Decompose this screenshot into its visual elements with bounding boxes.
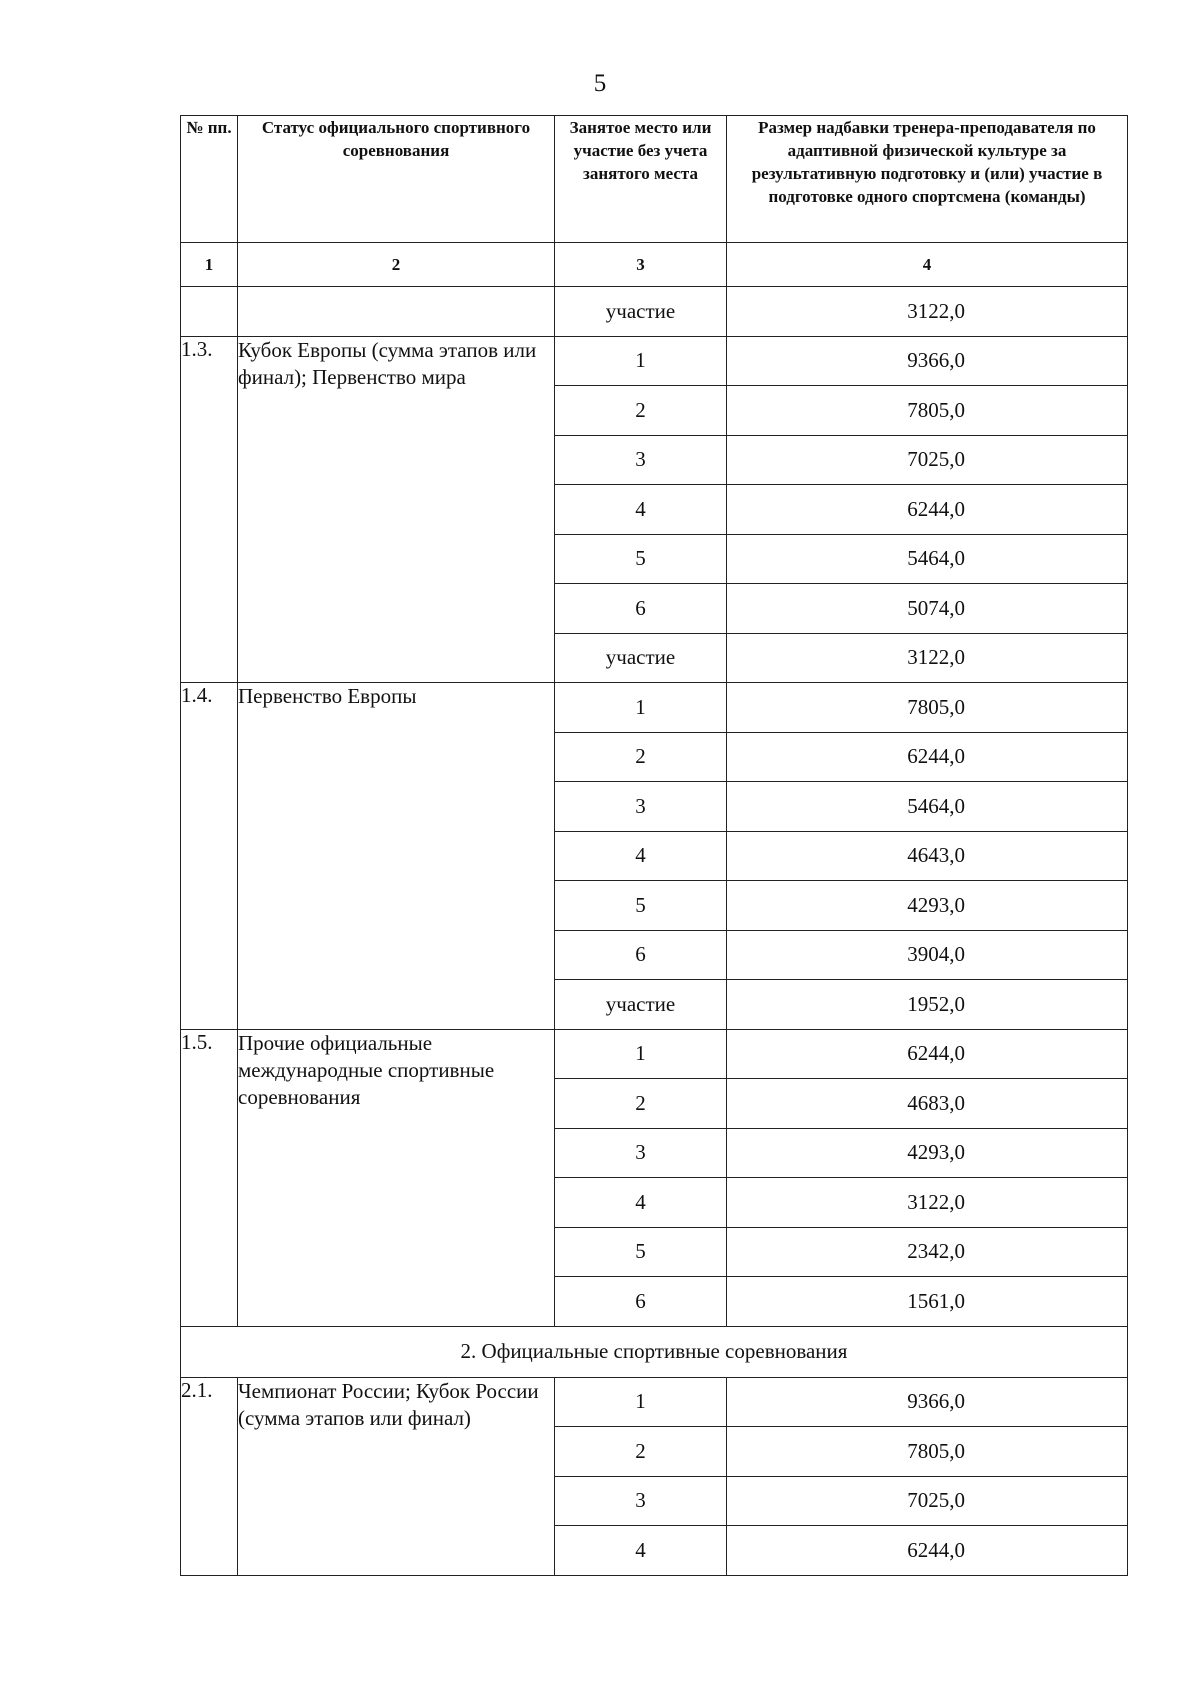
value-cell: 1561,0 (727, 1277, 1128, 1327)
column-number-row (181, 243, 1128, 287)
column-number: 3 (555, 243, 727, 287)
header-row (181, 116, 1128, 243)
value-cell: 7805,0 (727, 1427, 1128, 1477)
place-cell: участие (555, 633, 727, 683)
place-cell: 6 (555, 584, 727, 634)
allowance-table (180, 115, 1128, 1576)
section-heading: 2. Официальные спортивные соревнования (181, 1326, 1128, 1377)
section-number: 1.4. (181, 683, 238, 1030)
header-place: Занятое место или участие без учета занятого места (555, 116, 727, 243)
table-row (181, 683, 1128, 733)
header-number: № пп. (181, 116, 238, 243)
section-heading-row (181, 1326, 1128, 1377)
place-cell: 1 (555, 1029, 727, 1079)
place-cell: 3 (555, 435, 727, 485)
value-cell: 7025,0 (727, 1476, 1128, 1526)
value-cell: 6244,0 (727, 1526, 1128, 1576)
header-status: Статус официального спортивного соревнования (238, 116, 555, 243)
table-row (181, 1029, 1128, 1079)
empty-cell (238, 287, 555, 337)
place-cell: 6 (555, 1277, 727, 1327)
competition-status: Чемпионат России; Кубок России (сумма этапов или финал) (238, 1377, 555, 1575)
value-cell: 2342,0 (727, 1227, 1128, 1277)
value-cell: 7805,0 (727, 386, 1128, 436)
value-cell: 6244,0 (727, 732, 1128, 782)
value-cell: 5074,0 (727, 584, 1128, 634)
value-cell: 9366,0 (727, 336, 1128, 386)
place-cell: 4 (555, 831, 727, 881)
empty-cell (181, 287, 238, 337)
value-cell: 4643,0 (727, 831, 1128, 881)
competition-status: Кубок Европы (сумма этапов или финал); Первенство мира (238, 336, 555, 683)
value-cell: 3122,0 (727, 633, 1128, 683)
section-number: 1.5. (181, 1029, 238, 1326)
place-cell: 5 (555, 881, 727, 931)
place-cell: 1 (555, 683, 727, 733)
table-row (181, 336, 1128, 386)
place-cell: 2 (555, 1427, 727, 1477)
place-cell: участие (555, 980, 727, 1030)
place-cell: 2 (555, 1079, 727, 1129)
section-number: 2.1. (181, 1377, 238, 1575)
place-cell: 4 (555, 485, 727, 535)
value-cell: 5464,0 (727, 534, 1128, 584)
table-row (181, 1377, 1128, 1427)
value-cell: 3122,0 (727, 1178, 1128, 1228)
value-cell: 6244,0 (727, 1029, 1128, 1079)
value-cell: 7025,0 (727, 435, 1128, 485)
value-cell: 1952,0 (727, 980, 1128, 1030)
place-cell: 2 (555, 732, 727, 782)
section-number: 1.3. (181, 336, 238, 683)
value-cell: 4683,0 (727, 1079, 1128, 1129)
value-cell: 3904,0 (727, 930, 1128, 980)
place-cell: 2 (555, 386, 727, 436)
place-cell: 5 (555, 1227, 727, 1277)
value-cell: 5464,0 (727, 782, 1128, 832)
table-row (181, 287, 1128, 337)
value-cell: 6244,0 (727, 485, 1128, 535)
value-cell: 4293,0 (727, 881, 1128, 931)
place-cell: 6 (555, 930, 727, 980)
competition-status: Прочие официальные международные спортивные соревнования (238, 1029, 555, 1326)
place-cell: 1 (555, 336, 727, 386)
value-cell: 3122,0 (727, 287, 1128, 337)
place-cell: участие (555, 287, 727, 337)
value-cell: 9366,0 (727, 1377, 1128, 1427)
place-cell: 5 (555, 534, 727, 584)
value-cell: 7805,0 (727, 683, 1128, 733)
place-cell: 1 (555, 1377, 727, 1427)
column-number: 2 (238, 243, 555, 287)
column-number: 4 (727, 243, 1128, 287)
page-number: 5 (593, 70, 607, 97)
place-cell: 3 (555, 1128, 727, 1178)
column-number: 1 (181, 243, 238, 287)
place-cell: 4 (555, 1178, 727, 1228)
header-allowance: Размер надбавки тренера-преподавателя по адаптивной физической культуре за результативную подготовку и (или) участие в подготовке одного спортсмена (команды) (727, 116, 1128, 243)
place-cell: 4 (555, 1526, 727, 1576)
value-cell: 4293,0 (727, 1128, 1128, 1178)
competition-status: Первенство Европы (238, 683, 555, 1030)
place-cell: 3 (555, 1476, 727, 1526)
place-cell: 3 (555, 782, 727, 832)
